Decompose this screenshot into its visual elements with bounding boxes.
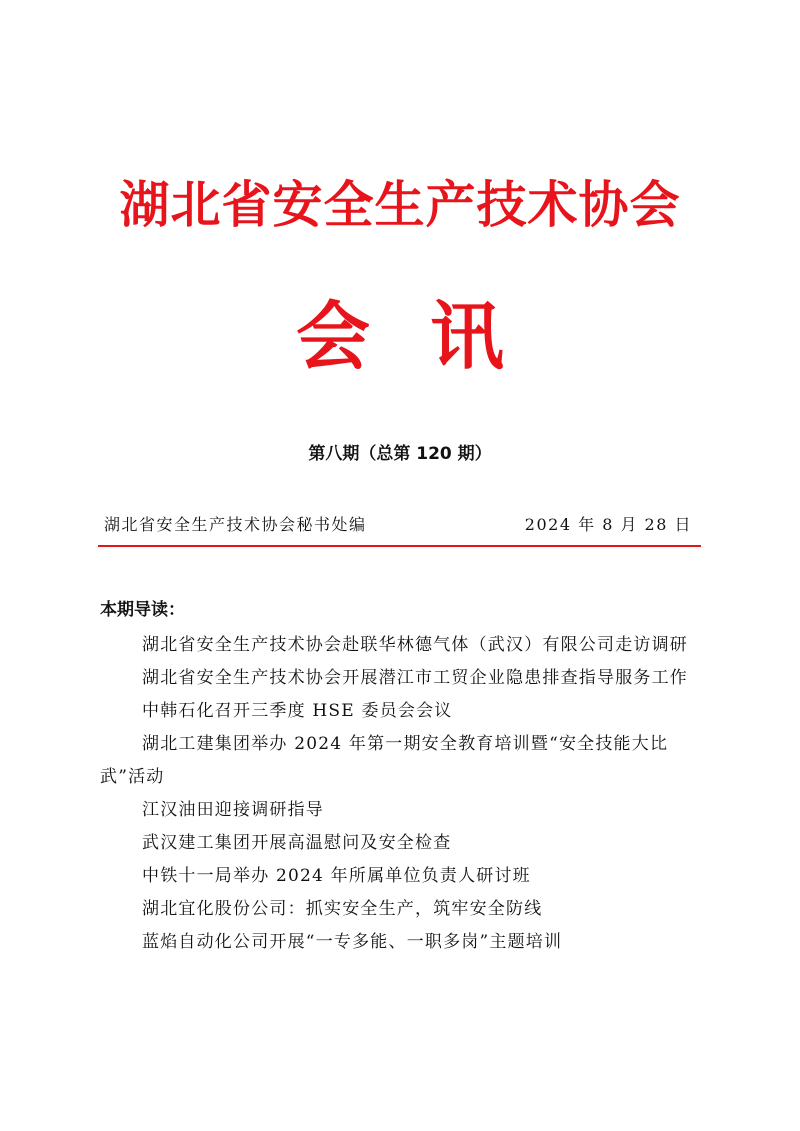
header-divider — [98, 545, 701, 547]
issue-number: 第八期（总第 120 期） — [308, 444, 492, 464]
editor-line: 湖北省安全生产技术协会秘书处编 — [104, 515, 367, 534]
toc-item: 中韩石化召开三季度 HSE 委员会会议 — [142, 701, 453, 721]
toc-item: 湖北宜化股份公司：抓实安全生产，筑牢安全防线 — [142, 899, 543, 919]
toc-item: 中铁十一局举办 2024 年所属单位负责人研讨班 — [142, 866, 531, 886]
publication-title: 会讯 — [296, 294, 564, 380]
toc-item: 湖北省安全生产技术协会赴联华林德气体（武汉）有限公司走访调研 — [142, 635, 688, 655]
toc-item: 湖北工建集团举办 2024 年第一期安全教育培训暨“安全技能大比武”活动 — [100, 734, 669, 787]
issue-date: 2024 年 8 月 28 日 — [524, 515, 692, 534]
toc-list — [100, 629, 700, 959]
meta-row — [104, 512, 692, 538]
toc-heading: 本期导读： — [100, 600, 185, 620]
organization-title: 湖北省安全生产技术协会 — [119, 175, 681, 234]
toc-item: 湖北省安全生产技术协会开展潜江市工贸企业隐患排查指导服务工作 — [142, 668, 688, 688]
toc-item: 武汉建工集团开展高温慰问及安全检查 — [142, 833, 452, 853]
toc-item: 蓝焰自动化公司开展“一专多能、一职多岗”主题培训 — [142, 932, 563, 952]
toc-item: 江汉油田迎接调研指导 — [142, 800, 324, 820]
